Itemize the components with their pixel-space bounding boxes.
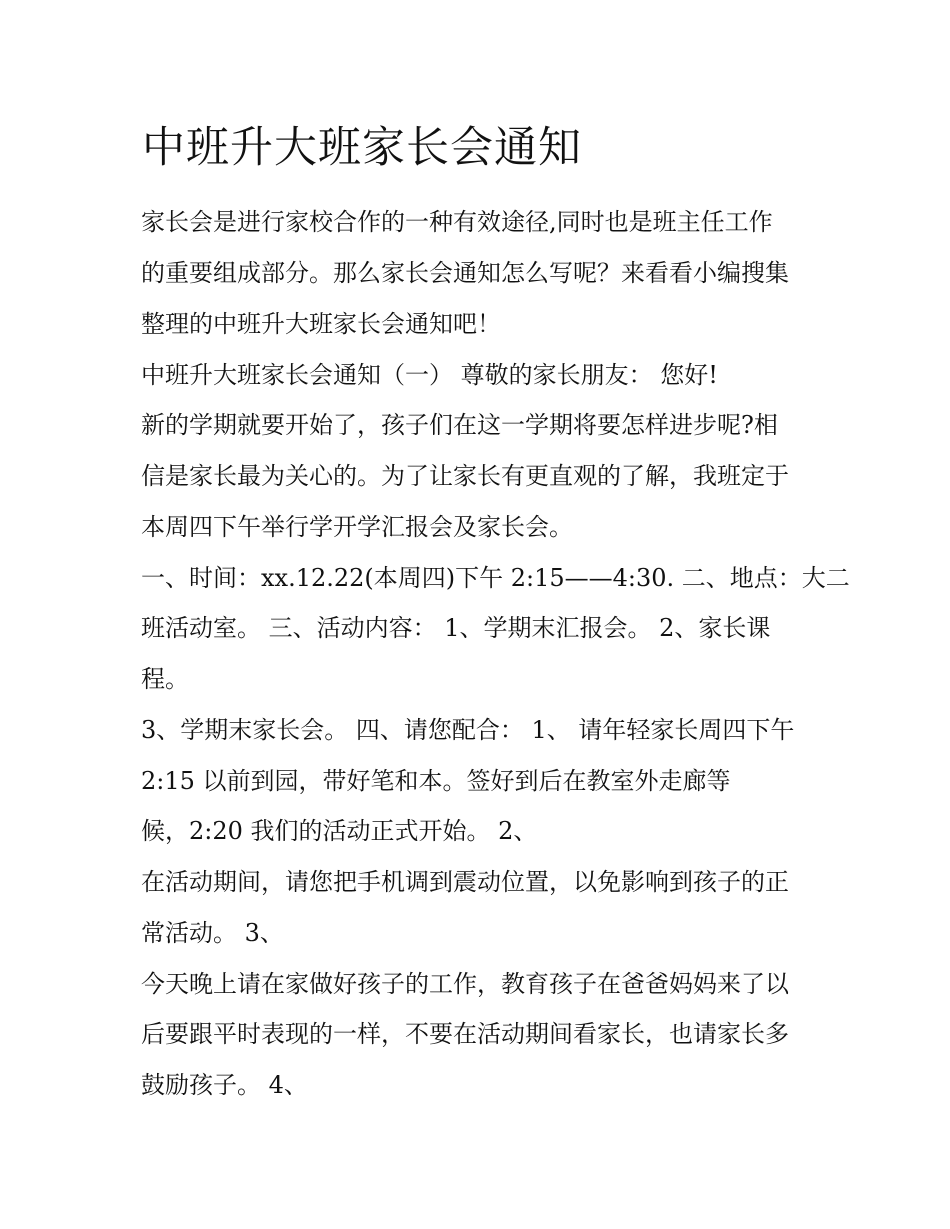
body-line: 新的学期就要开始了，孩子们在这一学期将要怎样进步呢?相 — [141, 411, 778, 439]
body-line: 中班升大班家长会通知（一） 尊敬的家长朋友： 您好! — [141, 361, 718, 389]
body-line: 后要跟平时表现的一样，不要在活动期间看家长，也请家长多 — [141, 1020, 789, 1048]
body-line: 2:15 以前到园，带好笔和本。签好到后在教室外走廊等 — [141, 767, 731, 795]
body-line: 的重要组成部分。那么家长会通知怎么写呢？来看看小编搜集 — [141, 259, 789, 287]
body-line: 班活动室。 三、活动内容： 1、学期末汇报会。 2、家长课 — [141, 614, 771, 642]
body-line: 候，2:20 我们的活动正式开始。 2、 — [141, 817, 538, 845]
body-line: 常活动。 3、 — [141, 919, 284, 947]
body-line: 整理的中班升大班家长会通知吧！ — [141, 310, 501, 338]
body-line: 今天晚上请在家做好孩子的工作，教育孩子在爸爸妈妈来了以 — [141, 970, 789, 998]
body-line: 信是家长最为关心的。为了让家长有更直观的了解，我班定于 — [141, 462, 789, 490]
body-line: 鼓励孩子。 4、 — [141, 1071, 308, 1099]
document-title: 中班升大班家长会通知 — [142, 123, 582, 173]
body-line: 本周四下午举行学开学汇报会及家长会。 — [141, 513, 573, 541]
body-line: 程。 — [141, 665, 189, 693]
body-line: 在活动期间，请您把手机调到震动位置，以免影响到孩子的正 — [141, 868, 789, 896]
body-line: 一、时间：xx.12.22(本周四)下午 2:15——4:30. 二、地点：大二 — [141, 564, 850, 592]
body-line: 家长会是进行家校合作的一种有效途径,同时也是班主任工作 — [141, 208, 773, 236]
body-line: 3、学期末家长会。 四、请您配合： 1、 请年轻家长周四下午 — [141, 716, 795, 744]
